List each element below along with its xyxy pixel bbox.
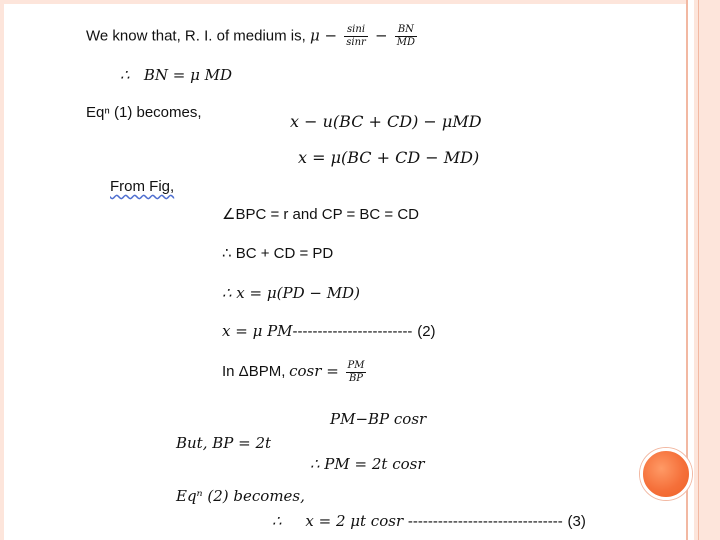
cosr-text: cosr = [289,361,339,380]
pm-bp-fraction [346,360,367,385]
decorative-orange-circle [640,448,692,500]
equals-sign: − [374,26,388,45]
equation-text: PM−BP cosr [330,410,427,428]
equation-text: BN = μ MD [143,66,233,84]
equation-text: But, BP = 2t [176,434,272,452]
triangle-label: In ΔBPM, [222,362,286,380]
equation-text: Eqⁿ (2) becomes, [176,487,305,505]
eq1-label [86,104,202,122]
fraction-numerator: sini [344,24,368,37]
ri-lead-text: We know that, R. I. of medium is, [86,27,306,45]
fraction-numerator: PM [347,360,365,371]
equation-text: ∴ BC + CD = PD [222,245,334,262]
fraction-numerator: BN [395,24,417,37]
slide-frame-right [686,0,720,540]
dash-leader: ------------------------------- [407,513,563,530]
eq2-line [222,322,436,341]
therefore-symbol: ∴ [120,66,130,84]
bp-2t-line [176,434,271,452]
bn-equation [120,66,232,84]
x-pd-md-line [222,284,360,302]
sin-ratio-fraction [344,24,368,49]
dash-leader: ------------------------ [292,323,413,340]
equation-text: x = 2 μt cosr [305,512,404,530]
equation-text: ∴ PM = 2t cosr [310,455,425,473]
fraction-denominator: MD [396,37,415,48]
bc-cd-pd-line [222,245,333,263]
equation-text: x = μ PM [222,322,293,340]
slide-frame-top [0,0,686,4]
eq1-label-text: Eqⁿ (1) becomes, [86,104,202,121]
fraction-denominator: sinr [346,37,366,48]
eq1-expression [290,113,482,131]
slide-frame-left [0,0,4,540]
equation-text: x = μ(BC + CD − MD) [298,148,480,167]
equation-tag: (2) [417,323,436,340]
angle-bpc-line [222,206,419,224]
from-fig-text: From Fig, [110,178,175,195]
cosr-definition-line [222,360,369,385]
ri-definition-line [86,24,420,49]
eq2-becomes-line [176,487,305,505]
mu-symbol: μ − [309,26,338,45]
x-mu-equation [298,149,479,167]
equation-text: ∴ x = μ(PD − MD) [222,284,360,302]
pm-bp-cosr-line [330,410,426,428]
therefore-symbol: ∴ [272,512,282,530]
fraction-denominator: BP [348,373,364,384]
bn-md-fraction [395,24,417,49]
equation-text: x − u(BC + CD) − μMD [290,112,482,131]
equation-text: ∠BPC = r and CP = BC = CD [222,206,419,223]
eq3-line [272,512,586,531]
equation-tag: (3) [567,513,586,530]
pm-2t-cosr-line [310,455,425,473]
from-fig-label [110,178,174,196]
